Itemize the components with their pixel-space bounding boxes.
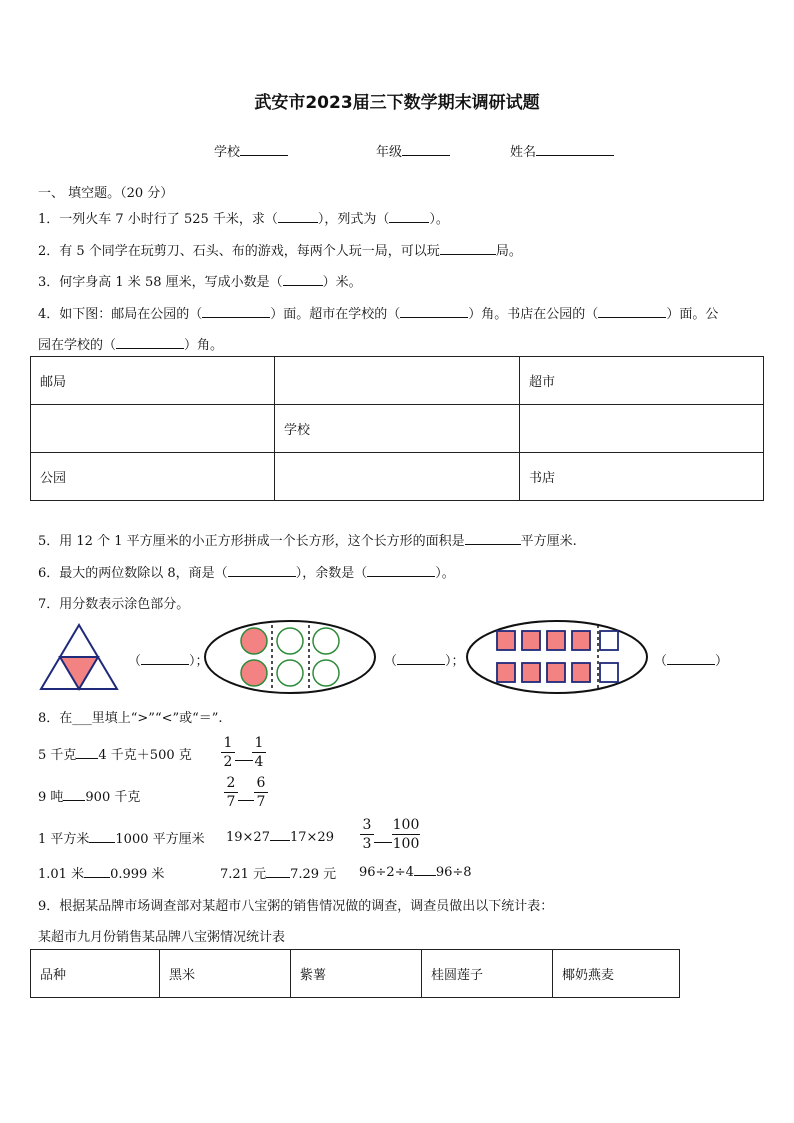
numerator: 2: [226, 775, 236, 791]
q4-blank-2[interactable]: [400, 305, 468, 318]
q1-blank-2[interactable]: [389, 210, 429, 223]
q7-paren-close: ）: [445, 654, 452, 669]
sales-table: [30, 949, 680, 998]
numerator: 1: [254, 735, 264, 751]
numerator: 1: [223, 735, 233, 751]
grade-label: 年级: [376, 145, 403, 160]
q7-answer-3: [654, 650, 728, 669]
q8-row-2: [38, 786, 140, 805]
numerator: 6: [256, 775, 266, 791]
q7-separator: ；: [451, 654, 465, 669]
q8-row-1: [38, 744, 192, 763]
compare-blank[interactable]: [235, 760, 253, 761]
school-blank[interactable]: [240, 143, 288, 156]
question-5: [38, 530, 577, 549]
q3-text-a: 3．何字身高 1 米 58 厘米，写成小数是（: [38, 275, 283, 290]
question-4-line-2: [38, 334, 223, 353]
fraction: [254, 775, 268, 810]
q2-text-b: 局。: [495, 244, 522, 259]
q7-answer-2: [384, 650, 465, 669]
fraction: [224, 775, 238, 810]
grid-cell: [31, 405, 275, 453]
empty-circle: [277, 660, 303, 686]
table-header-cell: 椰奶燕麦: [553, 950, 680, 998]
name-blank[interactable]: [536, 143, 614, 156]
numerator: 3: [362, 817, 372, 833]
circle-figure: [205, 621, 375, 693]
question-2: [38, 240, 522, 259]
grid-cell: [275, 453, 520, 501]
question-9: 9．根据某品牌市场调查部对某超市八宝粥的销售情况做的调查，调查员做出以下统计表：: [38, 899, 554, 914]
denominator: 3: [362, 836, 372, 852]
school-label: 学校: [214, 145, 241, 160]
grid-cell: 邮局: [31, 357, 275, 405]
shaded-triangle: [60, 657, 98, 689]
school-field: [214, 141, 288, 160]
q8-r4-expr-left: 7.21 元: [220, 867, 267, 882]
q1-text-b: ），列式为（: [317, 212, 390, 227]
table-header-cell: 黑米: [160, 950, 291, 998]
q7-paren-close: ）: [715, 654, 729, 669]
fraction: [221, 735, 235, 770]
q4-blank-1[interactable]: [202, 305, 270, 318]
denominator: 7: [226, 794, 236, 810]
q4-blank-4[interactable]: [116, 336, 184, 349]
fraction: [252, 735, 266, 770]
q7-paren-open: （: [128, 654, 142, 669]
q4-text-c: ）角。书店在公园的（: [468, 307, 599, 322]
q8-r2-left: 9 吨: [38, 790, 64, 805]
location-grid: [30, 356, 764, 501]
q8-r4-blank-1[interactable]: [84, 865, 110, 878]
shaded-square: [547, 631, 565, 650]
grid-cell: 书店: [520, 453, 764, 501]
q8-r3-compare-2: [226, 828, 334, 845]
q7-separator: ；: [195, 654, 209, 669]
table-header-cell: 桂圆莲子: [422, 950, 553, 998]
name-label: 姓名: [510, 145, 537, 160]
q8-row-4: [38, 863, 164, 882]
grid-cell: 学校: [275, 405, 520, 453]
grade-blank[interactable]: [402, 143, 450, 156]
q7-blank-2[interactable]: [397, 652, 445, 665]
q8-r3-blank-2[interactable]: [270, 828, 290, 841]
q8-r4-expr-right: 7.29 元: [290, 867, 337, 882]
compare-blank[interactable]: [374, 842, 392, 843]
shaded-square: [572, 663, 590, 682]
q2-blank[interactable]: [440, 242, 496, 255]
compare-blank[interactable]: [238, 800, 254, 801]
q8-r4-left: 1.01 米: [38, 867, 85, 882]
shaded-square: [547, 663, 565, 682]
q1-text-c: ）。: [429, 212, 449, 227]
shaded-square: [497, 631, 515, 650]
q8-r1-right: 4 千克＋500 克: [98, 748, 192, 763]
q7-blank-1[interactable]: [141, 652, 189, 665]
fraction: [392, 817, 420, 852]
section-heading: 一、 填空题。（20 分）: [38, 186, 174, 201]
question-1: [38, 208, 449, 227]
denominator: 4: [254, 754, 264, 770]
q8-row-3: [38, 828, 205, 847]
square-figure: [467, 621, 647, 693]
q4-text-b: ）面。超市在学校的（: [270, 307, 401, 322]
q5-blank[interactable]: [465, 532, 521, 545]
q8-r3-blank-1[interactable]: [89, 830, 115, 843]
denominator: 100: [392, 836, 420, 852]
q8-r3-left: 1 平方米: [38, 832, 90, 847]
question-8: 8．在___里填上“>”“<”或“＝”.: [38, 711, 223, 726]
empty-square: [600, 663, 618, 682]
grid-cell: 公园: [31, 453, 275, 501]
q6-text-a: 6．最大的两位数除以 8，商是（: [38, 566, 228, 581]
q4-text-f: ）角。: [184, 338, 224, 353]
q6-blank-1[interactable]: [228, 564, 296, 577]
name-field: [510, 141, 614, 160]
shaded-circle: [241, 660, 267, 686]
triangle-figure: [41, 625, 117, 689]
q8-r4-expr-right-2: 96÷8: [435, 865, 472, 880]
grade-field: [376, 141, 450, 160]
q8-r4-compare-3: [359, 863, 472, 880]
q7-paren-close: ）: [189, 654, 196, 669]
q3-blank[interactable]: [283, 273, 323, 286]
q7-blank-3[interactable]: [667, 652, 715, 665]
q4-text-a: 4．如下图：邮局在公园的（: [38, 307, 203, 322]
empty-circle: [277, 628, 303, 654]
q8-r4-right: 0.999 米: [110, 867, 165, 882]
denominator: 2: [223, 754, 233, 770]
q8-r4-blank-3[interactable]: [414, 863, 436, 876]
q5-text-a: 5．用 12 个 1 平方厘米的小正方形拼成一个长方形，这个长方形的面积是: [38, 534, 465, 549]
q7-paren-open: （: [654, 654, 668, 669]
q1-blank-1[interactable]: [278, 210, 318, 223]
table-title: 某超市九月份销售某品牌八宝粥情况统计表: [38, 930, 286, 945]
q6-text-c: ）。: [435, 566, 455, 581]
table-header-cell: 品种: [31, 950, 160, 998]
q4-text-d: ）面。公: [666, 307, 719, 322]
question-6: [38, 562, 455, 581]
question-3: [38, 271, 362, 290]
q2-text-a: 2．有 5 个同学在玩剪刀、石头、布的游戏，每两个人玩一局，可以玩: [38, 244, 440, 259]
q3-text-b: ）米。: [322, 275, 362, 290]
q4-blank-3[interactable]: [598, 305, 666, 318]
shaded-square: [522, 663, 540, 682]
question-4-line-1: [38, 303, 718, 322]
q8-r1-blank[interactable]: [76, 746, 98, 759]
empty-square: [600, 631, 618, 650]
question-7: 7．用分数表示涂色部分。: [38, 597, 190, 612]
shaded-square: [522, 631, 540, 650]
q8-r4-blank-2[interactable]: [266, 865, 290, 878]
q8-r1-left: 5 千克: [38, 748, 77, 763]
table-header-cell: 紫薯: [291, 950, 422, 998]
q7-paren-open: （: [384, 654, 398, 669]
q8-r3-expr-left: 19×27: [226, 830, 270, 845]
shaded-square: [572, 631, 590, 650]
empty-circle: [313, 628, 339, 654]
shaded-square: [497, 663, 515, 682]
q1-text-a: 1．一列火车 7 小时行了 525 千米，求（: [38, 212, 278, 227]
q5-text-b: 平方厘米.: [520, 534, 577, 549]
q4-text-e: 园在学校的（: [38, 338, 117, 353]
q8-r3-right: 1000 平方厘米: [115, 832, 205, 847]
numerator: 100: [392, 817, 420, 833]
q7-answer-1: [128, 650, 209, 669]
q8-r4-expr-left-2: 96÷2÷4: [359, 865, 414, 880]
denominator: 7: [256, 794, 266, 810]
q8-r4-compare-2: [220, 863, 336, 882]
page-title: 武安市2023届三下数学期末调研试题: [254, 93, 540, 113]
fraction: [360, 817, 374, 852]
q8-r2-blank[interactable]: [63, 788, 85, 801]
shaded-circle: [241, 628, 267, 654]
empty-circle: [313, 660, 339, 686]
q6-text-b: ），余数是（: [295, 566, 368, 581]
q6-blank-2[interactable]: [367, 564, 435, 577]
grid-cell: [275, 357, 520, 405]
circle-figure-ellipse: [205, 621, 375, 693]
q8-r2-right: 900 千克: [85, 790, 141, 805]
grid-cell: [520, 405, 764, 453]
q8-r3-expr-right: 17×29: [289, 830, 334, 845]
grid-cell: 超市: [520, 357, 764, 405]
